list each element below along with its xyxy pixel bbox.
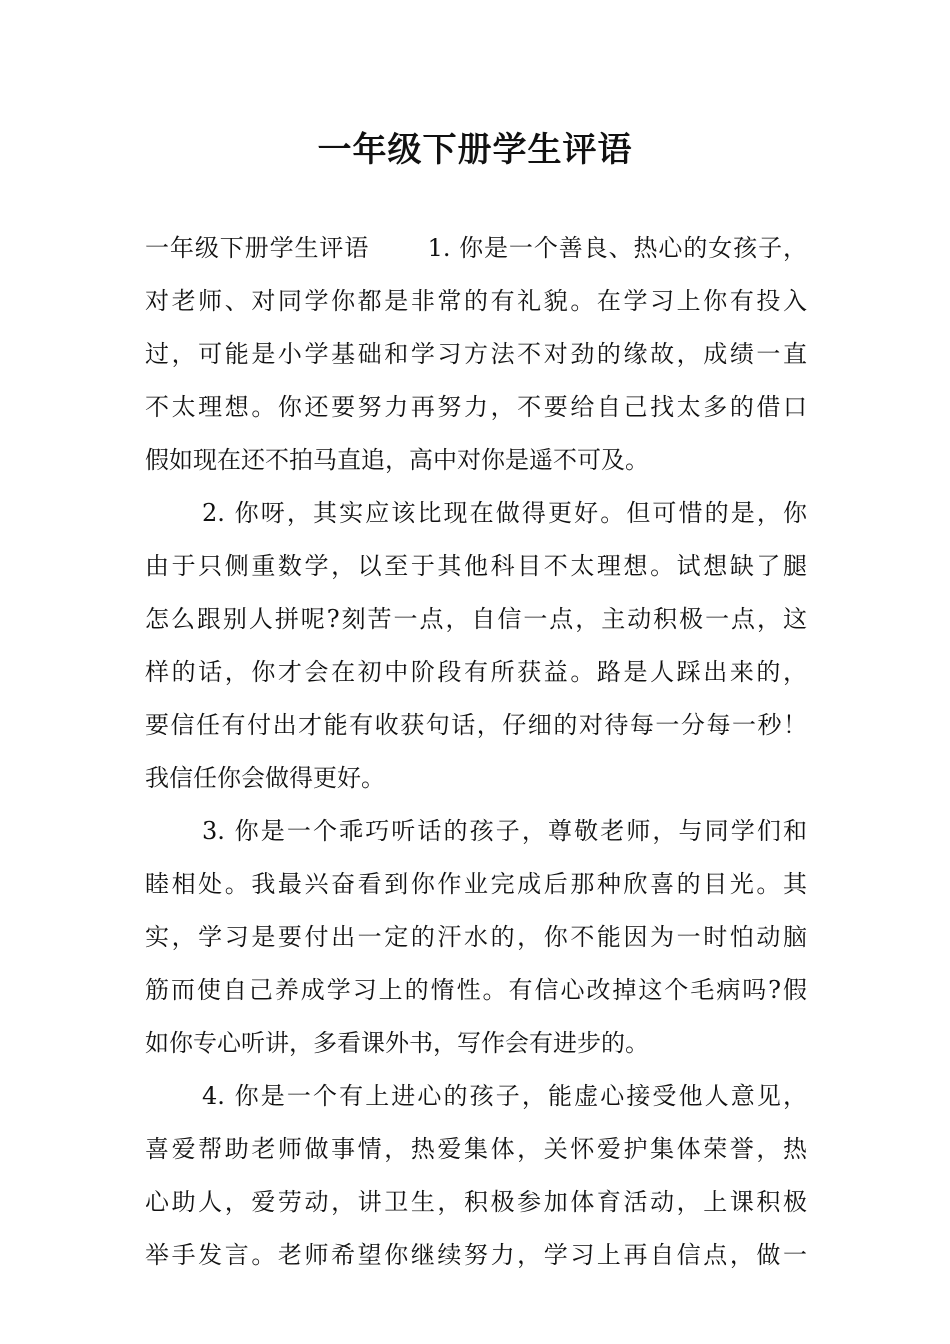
body-text-line: 如你专心听讲，多看课外书，写作会有进步的。 bbox=[145, 1029, 649, 1057]
body-text-line: 实，学习是要付出一定的汗水的，你不能因为一时怕动脑 bbox=[145, 923, 807, 951]
body-text-line: 过，可能是小学基础和学习方法不对劲的缘故，成绩一直 bbox=[145, 340, 807, 368]
body-text-line: 举手发言。老师希望你继续努力，学习上再自信点，做一 bbox=[145, 1241, 807, 1269]
body-text-line: 睦相处。我最兴奋看到你作业完成后那种欣喜的目光。其 bbox=[145, 870, 807, 898]
body-text-line: 对老师、对同学你都是非常的有礼貌。在学习上你有投入 bbox=[145, 287, 807, 315]
body-text-line: 要信任有付出才能有收获句话，仔细的对待每一分每一秒！ bbox=[145, 711, 807, 739]
body-text-line: 我信任你会做得更好。 bbox=[145, 764, 385, 792]
body-text-line: 心助人，爱劳动，讲卫生，积极参加体育活动，上课积极 bbox=[145, 1188, 807, 1216]
document-body bbox=[145, 222, 807, 1282]
body-text-line: 3. 你是一个乖巧听话的孩子，尊敬老师，与同学们和 bbox=[202, 817, 807, 845]
body-text-line: 一年级下册学生评语 1. 你是一个善良、热心的女孩子， bbox=[145, 234, 807, 262]
body-text-line: 4. 你是一个有上进心的孩子，能虚心接受他人意见， bbox=[202, 1082, 807, 1110]
body-text-line: 2. 你呀，其实应该比现在做得更好。但可惜的是，你 bbox=[202, 499, 807, 527]
body-text-line: 样的话，你才会在初中阶段有所获益。路是人踩出来的， bbox=[145, 658, 807, 686]
body-text-line: 由于只侧重数学，以至于其他科目不太理想。试想缺了腿 bbox=[145, 552, 807, 580]
body-text-line: 喜爱帮助老师做事情，热爱集体，关怀爱护集体荣誉，热 bbox=[145, 1135, 807, 1163]
document-title: 一年级下册学生评语 bbox=[317, 130, 633, 170]
body-text-line: 不太理想。你还要努力再努力，不要给自己找太多的借口 bbox=[145, 393, 807, 421]
body-text-line: 筋而使自己养成学习上的惰性。有信心改掉这个毛病吗?假 bbox=[145, 976, 807, 1004]
body-text-line: 怎么跟别人拼呢?刻苦一点，自信一点，主动积极一点，这 bbox=[145, 605, 807, 633]
body-text-line: 假如现在还不拍马直追，高中对你是遥不可及。 bbox=[145, 446, 649, 474]
